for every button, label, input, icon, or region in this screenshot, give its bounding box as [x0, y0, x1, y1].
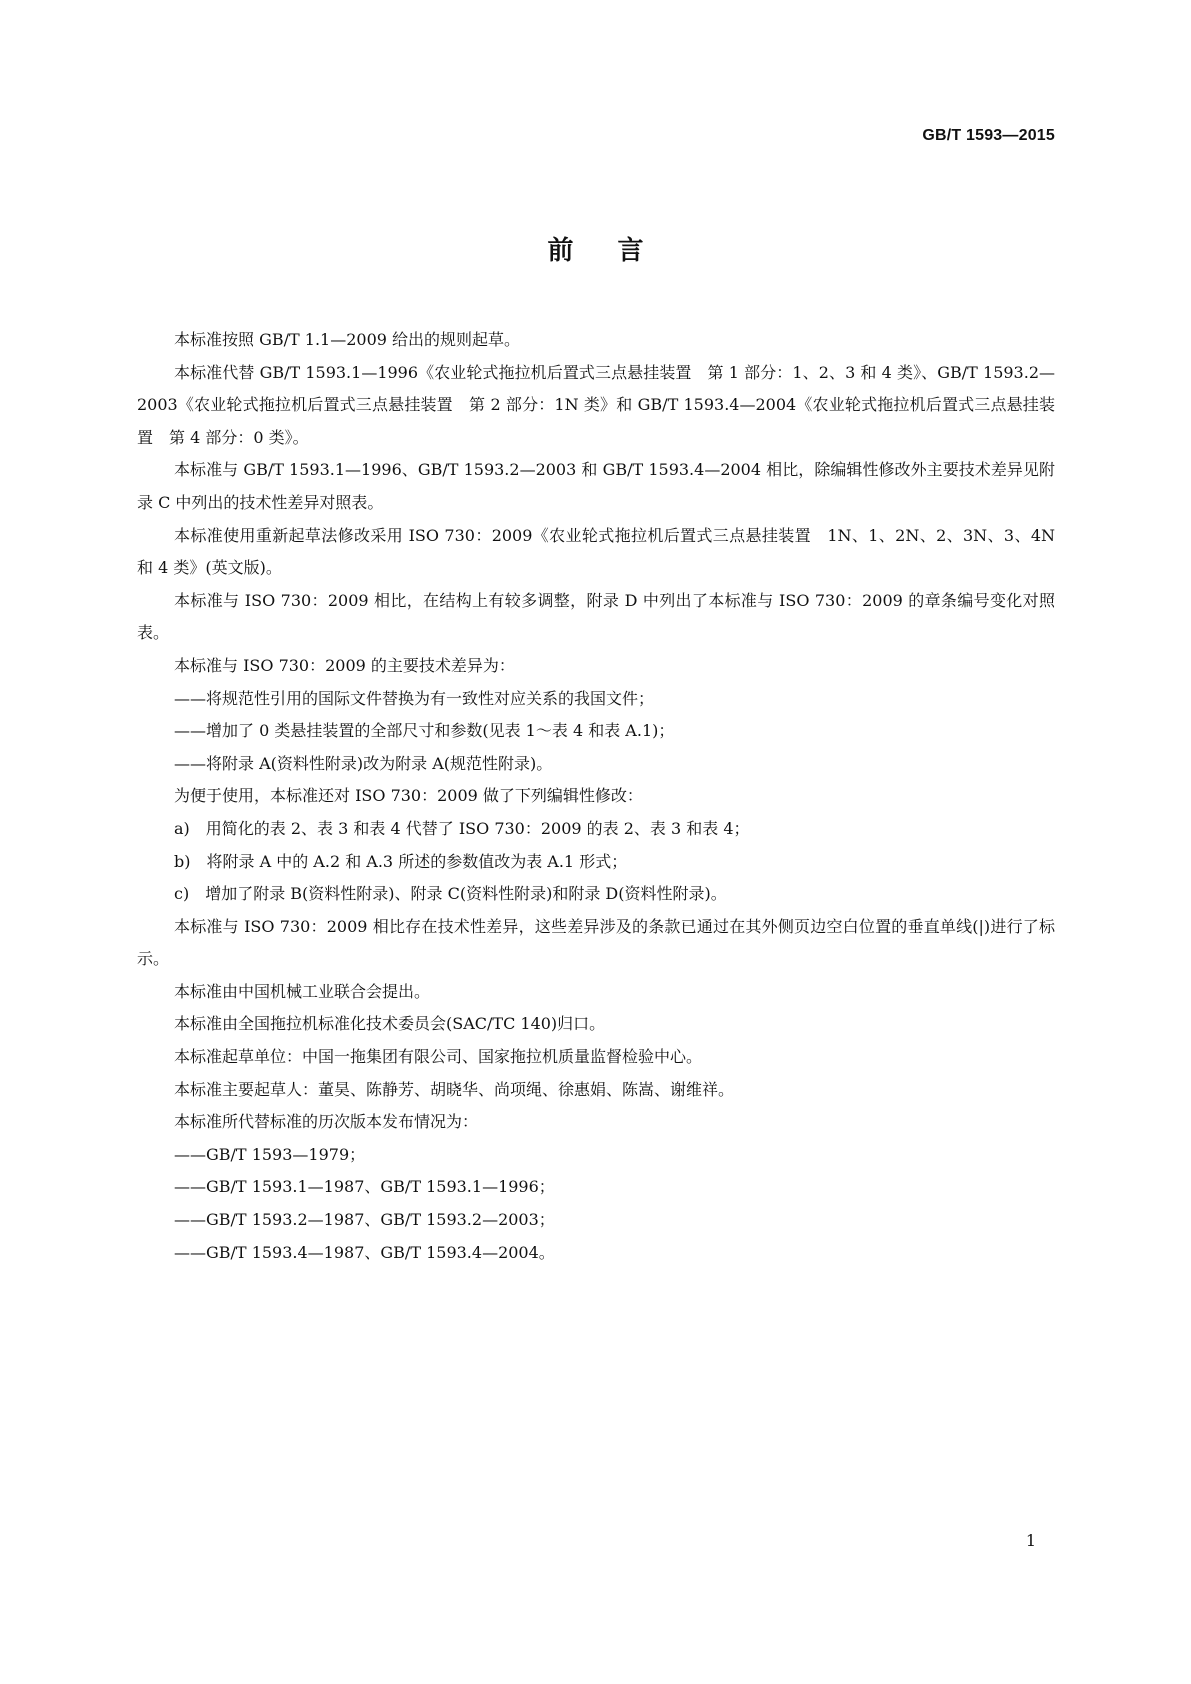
list-item: ——将规范性引用的国际文件替换为有一致性对应关系的我国文件； [174, 688, 655, 708]
list-item: b) 将附录 A 中的 A.2 和 A.3 所述的参数值改为表 A.1 形式； [174, 851, 628, 871]
paragraph-history: 本标准所代替标准的历次版本发布情况为： [174, 1112, 479, 1132]
list-item: ——GB/T 1593.2—1987、GB/T 1593.2—2003； [174, 1210, 555, 1230]
document-code: GB/T 1593—2015 [922, 127, 1055, 144]
list-item: ——将附录 A(资料性附录)改为附录 A(规范性附录)。 [174, 753, 553, 773]
paragraph-drafting-units: 本标准起草单位：中国一拖集团有限公司、国家拖拉机质量监督检验中心。 [174, 1047, 703, 1067]
paragraph-drafters: 本标准主要起草人：董昊、陈静芳、胡晓华、尚项绳、徐惠娟、陈嵩、谢维祥。 [174, 1079, 735, 1099]
list-item: ——GB/T 1593.4—1987、GB/T 1593.4—2004。 [174, 1242, 555, 1262]
list-item: ——增加了 0 类悬挂装置的全部尺寸和参数(见表 1～表 4 和表 A.1)； [174, 721, 675, 741]
list-item: ——GB/T 1593.1—1987、GB/T 1593.1—1996； [174, 1177, 555, 1197]
paragraph-adoption: 本标准使用重新起草法修改采用 ISO 730：2009《农业轮式拖拉机后置式三点悬挂装置 1N、1、2N、2、3N、3、4N 和 4 类》(英文版)。 [137, 525, 1055, 578]
page-title: 前言 [547, 236, 688, 266]
page-number: 1 [1025, 1531, 1036, 1550]
paragraph-drafting-rules: 本标准按照 GB/T 1.1—2009 给出的规则起草。 [174, 330, 521, 349]
paragraph-technical-differences: 本标准与 ISO 730：2009 相比存在技术性差异，这些差异涉及的条款已通过在其外侧页边空白位置的垂直单线(|)进行了标示。 [137, 916, 1055, 969]
paragraph-replaces: 本标准代替 GB/T 1593.1—1996《农业轮式拖拉机后置式三点悬挂装置 第 1 部分：1、2、3 和 4 类》、GB/T 1593.2—2003《农业轮式拖拉机后置式三点悬挂装置 第 2 部分：1N 类》和 GB/T 1593.4—2004《农业轮式拖拉机后置式三点悬挂装置 第 4 部分：0 类》。 [137, 362, 1055, 447]
paragraph-proposer: 本标准由中国机械工业联合会提出。 [174, 981, 431, 1001]
foreword-body [137, 324, 1055, 1269]
list-item: ——GB/T 1593—1979； [174, 1144, 366, 1164]
paragraph-comparison: 本标准与 GB/T 1593.1—1996、GB/T 1593.2—2003 和 GB/T 1593.4—2004 相比，除编辑性修改外主要技术差异见附录 C 中列出的技术性差异对照表。 [137, 460, 1055, 512]
list-item: c) 增加了附录 B(资料性附录)、附录 C(资料性附录)和附录 D(资料性附录)。 [174, 884, 727, 904]
paragraph-editorial-changes: 为便于使用，本标准还对 ISO 730：2009 做了下列编辑性修改： [174, 786, 643, 806]
paragraph-structure: 本标准与 ISO 730：2009 相比，在结构上有较多调整，附录 D 中列出了本标准与 ISO 730：2009 的章条编号变化对照表。 [137, 590, 1055, 643]
paragraph-committee: 本标准由全国拖拉机标准化技术委员会(SAC/TC 140)归口。 [174, 1014, 606, 1034]
list-item: a) 用简化的表 2、表 3 和表 4 代替了 ISO 730：2009 的表 2、表 3 和表 4； [174, 818, 750, 838]
paragraph-main-differences: 本标准与 ISO 730：2009 的主要技术差异为： [174, 655, 515, 675]
